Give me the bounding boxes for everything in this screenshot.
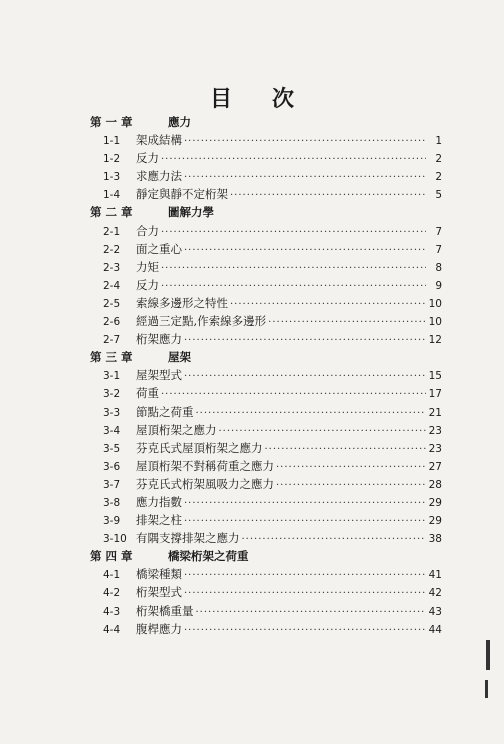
page-number: 15 (428, 370, 442, 383)
dot-leader (196, 604, 427, 622)
page-number: 42 (428, 587, 442, 600)
section-title: 屋頂桁架不對稱荷重之應力 (136, 458, 274, 473)
chapter-label: 第 四 章 (90, 549, 133, 564)
toc-entry (90, 529, 442, 547)
toc-entry (90, 475, 442, 493)
page-number: 2 (435, 171, 442, 184)
page-number: 38 (428, 533, 442, 546)
page-number: 10 (428, 297, 442, 310)
chapter-label: 第 二 章 (90, 205, 133, 220)
page-number: 7 (435, 243, 442, 256)
dot-leader (184, 585, 426, 603)
toc-entry (90, 620, 442, 638)
dot-leader (161, 260, 426, 278)
section-number: 3-8 (103, 496, 121, 509)
section-title: 屋架型式 (136, 368, 182, 383)
dot-leader (184, 242, 426, 260)
section-number: 1-1 (103, 135, 121, 148)
section-title: 反力 (136, 277, 159, 292)
page-number: 21 (428, 406, 442, 419)
toc-entry (90, 276, 442, 294)
page-title-char-1: 目 (209, 87, 232, 112)
section-title: 芬克氏式屋頂桁架之應力 (136, 440, 263, 455)
section-title: 架成結構 (136, 133, 182, 148)
section-number: 1-3 (103, 171, 121, 184)
section-title: 力矩 (136, 259, 159, 274)
section-number: 2-5 (103, 297, 121, 310)
page-number: 8 (435, 261, 442, 274)
page-number: 27 (428, 460, 442, 473)
toc-entry (90, 149, 442, 167)
section-number: 2-3 (103, 261, 121, 274)
page-number: 2 (435, 153, 442, 166)
section-title: 求應力法 (136, 169, 182, 184)
toc-entry (90, 185, 442, 203)
section-title: 面之重心 (136, 241, 182, 256)
page-number: 10 (428, 316, 442, 329)
section-title: 腹桿應力 (136, 621, 182, 636)
scan-edge-mark (486, 640, 490, 670)
chapter-heading (90, 203, 442, 221)
dot-leader (184, 622, 426, 640)
page-number: 28 (428, 478, 442, 491)
toc-entry (90, 240, 442, 258)
page-number: 44 (428, 623, 442, 636)
page-number: 23 (428, 424, 442, 437)
toc-entry (90, 493, 442, 511)
page-number: 17 (428, 388, 442, 401)
section-title: 排架之柱 (136, 513, 182, 528)
section-number: 2-1 (103, 225, 121, 238)
toc-entry (90, 312, 442, 330)
section-title: 屋頂桁架之應力 (136, 422, 217, 437)
section-title: 荷重 (136, 386, 159, 401)
page-number: 23 (428, 442, 442, 455)
page-number: 41 (428, 569, 442, 582)
section-number: 3-6 (103, 460, 121, 473)
dot-leader (242, 531, 427, 549)
section-number: 4-3 (103, 605, 121, 618)
page-number: 29 (428, 515, 442, 528)
toc-entry (90, 421, 442, 439)
section-title: 合力 (136, 223, 159, 238)
section-title: 桁架應力 (136, 332, 182, 347)
page-title-char-2: 次 (272, 87, 295, 112)
table-of-contents (90, 113, 442, 638)
dot-leader (184, 567, 426, 585)
chapter-title: 應力 (168, 115, 191, 129)
section-title: 芬克氏式桁架風吸力之應力 (136, 476, 274, 491)
section-number: 1-2 (103, 153, 121, 166)
section-title: 桁架橋重量 (136, 603, 194, 618)
chapter-title: 圖解力學 (168, 205, 214, 220)
toc-entry (90, 602, 442, 620)
dot-leader (184, 332, 426, 350)
chapter-title: 屋架 (168, 350, 191, 365)
section-title: 有隅支撐排架之應力 (136, 531, 240, 546)
section-number: 3-3 (103, 406, 121, 419)
section-title: 桁架型式 (136, 585, 182, 600)
toc-entry (90, 222, 442, 240)
toc-entry (90, 258, 442, 276)
dot-leader (276, 459, 426, 477)
chapter-heading (90, 547, 442, 565)
section-number: 2-2 (103, 243, 121, 256)
page-number: 5 (435, 189, 442, 202)
section-number: 2-6 (103, 316, 121, 329)
dot-leader (161, 224, 426, 242)
toc-entry (90, 330, 442, 348)
section-number: 1-4 (103, 189, 121, 202)
dot-leader (161, 151, 426, 169)
page-number: 7 (435, 225, 442, 238)
section-number: 4-1 (103, 569, 121, 582)
toc-entry (90, 167, 442, 185)
section-number: 3-10 (103, 533, 127, 546)
section-number: 2-4 (103, 279, 121, 292)
dot-leader (268, 314, 426, 332)
section-title: 橋梁種類 (136, 567, 182, 582)
toc-entry (90, 565, 442, 583)
chapter-label: 第 一 章 (90, 115, 133, 129)
dot-leader (161, 386, 426, 404)
section-title: 反力 (136, 151, 159, 166)
chapter-label: 第 三 章 (90, 350, 133, 365)
toc-entry (90, 583, 442, 601)
section-number: 4-4 (103, 623, 121, 636)
section-title: 索線多邊形之特性 (136, 295, 228, 310)
page-number: 43 (428, 605, 442, 618)
page-title (0, 82, 504, 113)
section-number: 3-4 (103, 424, 121, 437)
section-number: 4-2 (103, 587, 121, 600)
section-number: 3-7 (103, 478, 121, 491)
toc-entry (90, 294, 442, 312)
toc-entry (90, 131, 442, 149)
toc-entry (90, 403, 442, 421)
section-number: 3-5 (103, 442, 121, 455)
section-title: 靜定與靜不定桁架 (136, 187, 228, 202)
dot-leader (184, 368, 426, 386)
page-number: 1 (435, 135, 442, 148)
toc-entry (90, 457, 442, 475)
section-title: 應力指數 (136, 494, 182, 509)
toc-entry (90, 439, 442, 457)
section-number: 3-9 (103, 515, 121, 528)
dot-leader (265, 441, 427, 459)
toc-entry (90, 511, 442, 529)
page-number: 9 (435, 279, 442, 292)
chapter-heading (90, 348, 442, 366)
dot-leader (230, 187, 426, 205)
page-number: 12 (428, 334, 442, 347)
section-title: 經過三定點,作索線多邊形 (136, 314, 267, 329)
page-number: 29 (428, 496, 442, 509)
section-number: 2-7 (103, 334, 121, 347)
chapter-title: 橋梁桁架之荷重 (168, 549, 249, 564)
section-title: 節點之荷重 (136, 404, 194, 419)
dot-leader (276, 477, 426, 495)
toc-entry (90, 366, 442, 384)
scan-edge-mark (485, 680, 488, 698)
section-number: 3-1 (103, 370, 121, 383)
chapter-heading (90, 113, 442, 131)
dot-leader (184, 495, 426, 513)
dot-leader (184, 133, 426, 151)
toc-entry (90, 384, 442, 402)
dot-leader (196, 405, 427, 423)
section-number: 3-2 (103, 388, 121, 401)
